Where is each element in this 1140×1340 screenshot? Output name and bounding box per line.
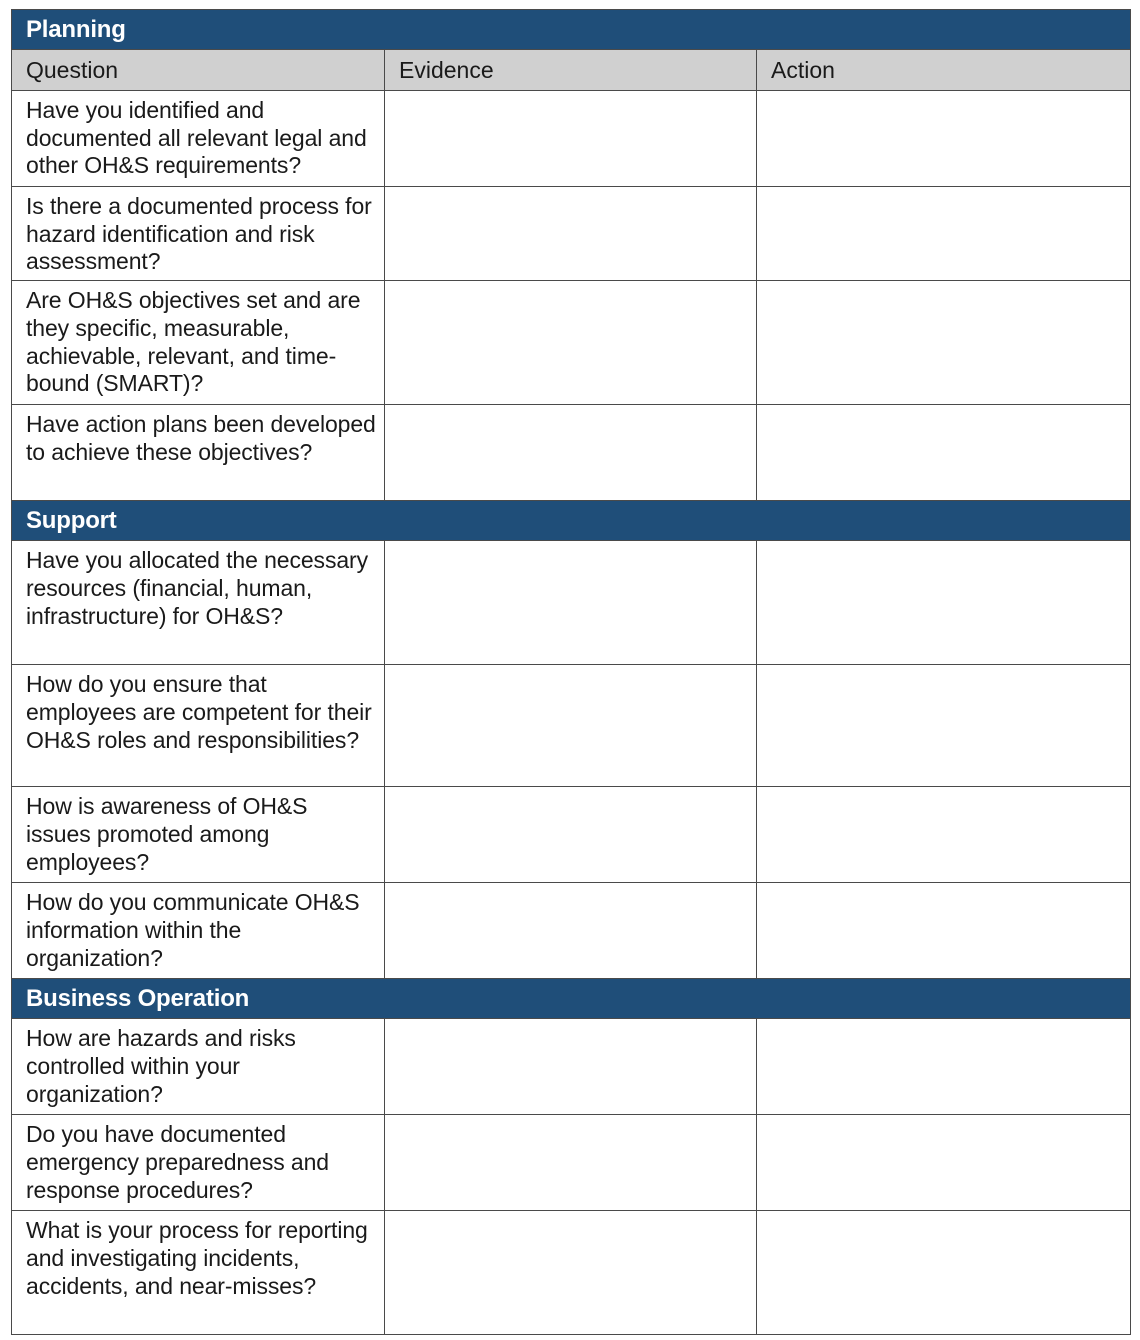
question-cell: Do you have documented emergency preparedness and response procedures? — [12, 1115, 385, 1211]
section-title: Business Operation — [12, 979, 1131, 1019]
action-cell[interactable] — [757, 665, 1131, 787]
question-cell: Is there a documented process for hazard identification and risk assessment? — [12, 187, 385, 281]
question-cell: How do you ensure that employees are competent for their OH&S roles and responsibilities? — [12, 665, 385, 787]
audit-checklist-table — [11, 9, 1131, 1335]
section-header-planning — [12, 10, 1131, 50]
evidence-cell[interactable] — [385, 883, 757, 979]
action-cell[interactable] — [757, 1211, 1131, 1335]
evidence-cell[interactable] — [385, 91, 757, 187]
action-cell[interactable] — [757, 1019, 1131, 1115]
action-cell[interactable] — [757, 1115, 1131, 1211]
table-row — [12, 281, 1131, 405]
evidence-cell[interactable] — [385, 1019, 757, 1115]
table-row — [12, 405, 1131, 501]
evidence-cell[interactable] — [385, 1211, 757, 1335]
action-cell[interactable] — [757, 405, 1131, 501]
evidence-cell[interactable] — [385, 541, 757, 665]
question-cell: How is awareness of OH&S issues promoted among employees? — [12, 787, 385, 883]
section-header-business-operation — [12, 979, 1131, 1019]
section-header-support — [12, 501, 1131, 541]
table-row — [12, 1211, 1131, 1335]
question-cell: Have you identified and documented all relevant legal and other OH&S requirements? — [12, 91, 385, 187]
table-row — [12, 665, 1131, 787]
evidence-cell[interactable] — [385, 281, 757, 405]
evidence-cell[interactable] — [385, 665, 757, 787]
action-cell[interactable] — [757, 883, 1131, 979]
table-row — [12, 91, 1131, 187]
table-row — [12, 541, 1131, 665]
action-cell[interactable] — [757, 187, 1131, 281]
evidence-cell[interactable] — [385, 187, 757, 281]
evidence-cell[interactable] — [385, 787, 757, 883]
question-cell: What is your process for reporting and investigating incidents, accidents, and near-misses? — [12, 1211, 385, 1335]
section-title: Planning — [12, 10, 1131, 50]
table-row — [12, 787, 1131, 883]
question-cell: Are OH&S objectives set and are they specific, measurable, achievable, relevant, and time-bound (SMART)? — [12, 281, 385, 405]
action-cell[interactable] — [757, 91, 1131, 187]
question-cell: Have action plans been developed to achieve these objectives? — [12, 405, 385, 501]
column-header-question: Question — [12, 50, 385, 91]
column-header-row — [12, 50, 1131, 91]
evidence-cell[interactable] — [385, 1115, 757, 1211]
action-cell[interactable] — [757, 787, 1131, 883]
table-row — [12, 1019, 1131, 1115]
evidence-cell[interactable] — [385, 405, 757, 501]
table-row — [12, 1115, 1131, 1211]
question-cell: How do you communicate OH&S information within the organization? — [12, 883, 385, 979]
action-cell[interactable] — [757, 541, 1131, 665]
question-cell: Have you allocated the necessary resources (financial, human, infrastructure) for OH&S? — [12, 541, 385, 665]
column-header-action: Action — [757, 50, 1131, 91]
action-cell[interactable] — [757, 281, 1131, 405]
table-row — [12, 883, 1131, 979]
section-title: Support — [12, 501, 1131, 541]
question-cell: How are hazards and risks controlled within your organization? — [12, 1019, 385, 1115]
column-header-evidence: Evidence — [385, 50, 757, 91]
table-row — [12, 187, 1131, 281]
